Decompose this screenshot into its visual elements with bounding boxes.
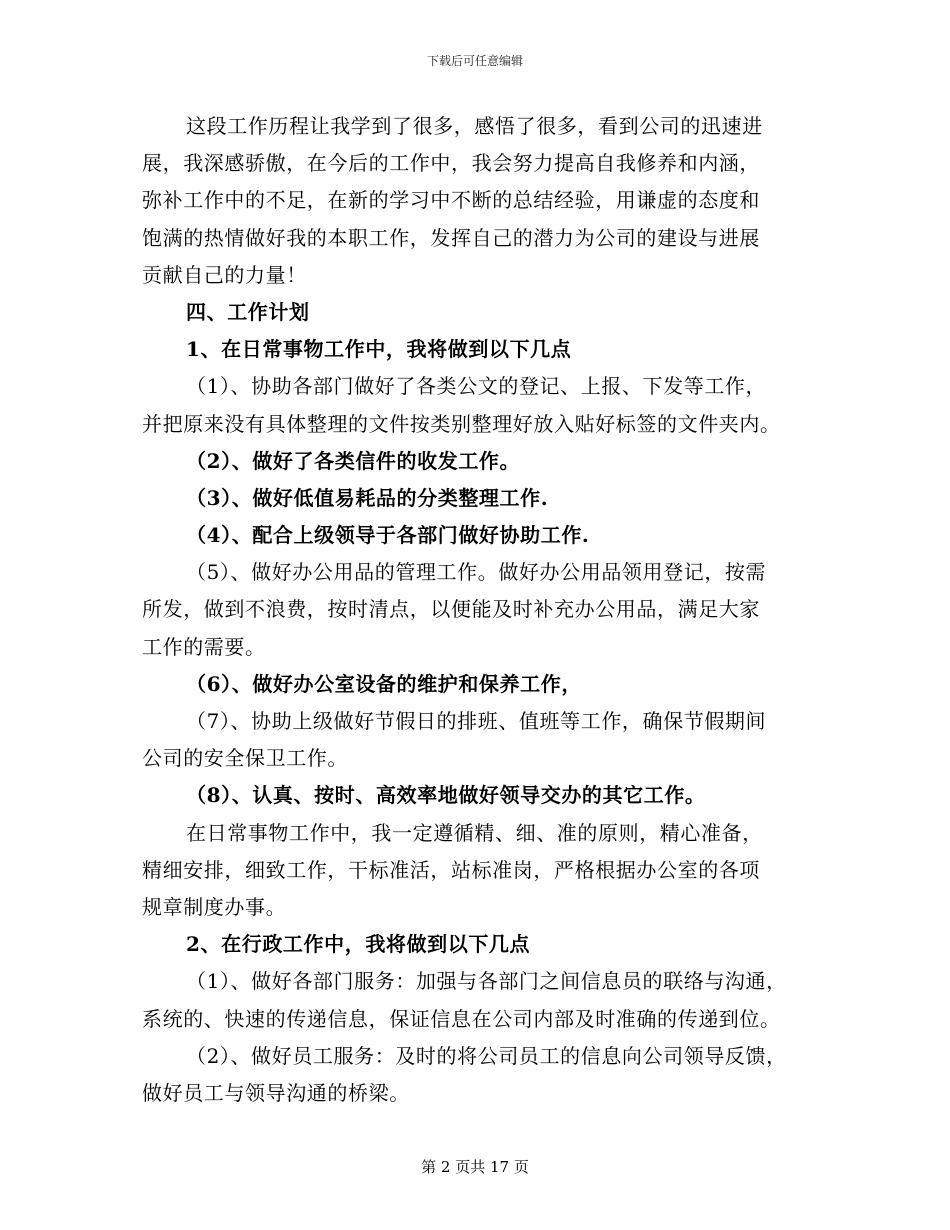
paragraph-line: （1）、协助各部门做好了各类公文的登记、上报、下发等工作， (186, 374, 767, 399)
heading-line: 1、在日常事物工作中，我将做到以下几点 (186, 337, 572, 362)
heading-line: （3）、做好低值易耗品的分类整理工作. (186, 485, 549, 510)
paragraph-line: 所发，做到不浪费，按时清点，以便能及时补充办公用品，满足大家 (142, 597, 760, 622)
paragraph-line: 规章制度办事。 (142, 894, 287, 919)
heading-line: （4）、配合上级领导于各部门做好协助工作. (186, 523, 590, 548)
heading-line: 四、工作计划 (186, 299, 310, 324)
heading-line: （2）、做好了各类信件的收发工作。 (186, 448, 521, 473)
paragraph-line: （5）、做好办公用品的管理工作。做好办公用品领用登记，按需 (186, 560, 767, 585)
paragraph-line: 公司的安全保卫工作。 (142, 746, 348, 771)
paragraph-line: 精细安排，细致工作，干标准活，站标准岗，严格根据办公室的各项 (142, 857, 760, 882)
paragraph-line: 这段工作历程让我学到了很多，感悟了很多，看到公司的迅速进 (186, 114, 763, 138)
paragraph-line: 并把原来没有具体整理的文件按类别整理好放入贴好标签的文件夹内。 (142, 411, 781, 436)
document-body (142, 108, 812, 1112)
page-number: 第 2 页共 17 页 (421, 1158, 529, 1176)
heading-line: （6）、做好办公室设备的维护和保养工作， (186, 671, 582, 696)
paragraph-line: 弥补工作中的不足，在新的学习中不断的总结经验，用谦虚的态度和 (142, 188, 760, 213)
paragraph-line: 饱满的热情做好我的本职工作，发挥自己的潜力为公司的建设与进展 (142, 225, 760, 250)
paragraph-line: （1）、做好各部门服务：加强与各部门之间信息员的联络与沟通， (186, 969, 787, 994)
paragraph-line: 工作的需要。 (142, 634, 266, 659)
heading-line: 2、在行政工作中，我将做到以下几点 (186, 932, 531, 957)
page-header-note: 下载后可任意编辑 (426, 54, 523, 68)
paragraph-line: （2）、做好员工服务：及时的将公司员工的信息向公司领导反馈， (186, 1043, 787, 1068)
paragraph-line: 系统的、快速的传递信息，保证信息在公司内部及时准确的传递到位。 (142, 1006, 781, 1031)
paragraph-line: （7）、协助上级做好节假日的排班、值班等工作，确保节假期间 (186, 709, 767, 733)
paragraph-line: 展，我深感骄傲，在今后的工作中，我会努力提高自我修养和内涵， (142, 151, 760, 176)
heading-line: （8）、认真、按时、高效率地做好领导交办的其它工作。 (186, 783, 706, 808)
paragraph-line: 贡献自己的力量！ (142, 262, 307, 287)
paragraph-line: 做好员工与领导沟通的桥梁。 (142, 1080, 410, 1105)
paragraph-line: 在日常事物工作中，我一定遵循精、细、准的原则，精心准备， (186, 820, 763, 845)
